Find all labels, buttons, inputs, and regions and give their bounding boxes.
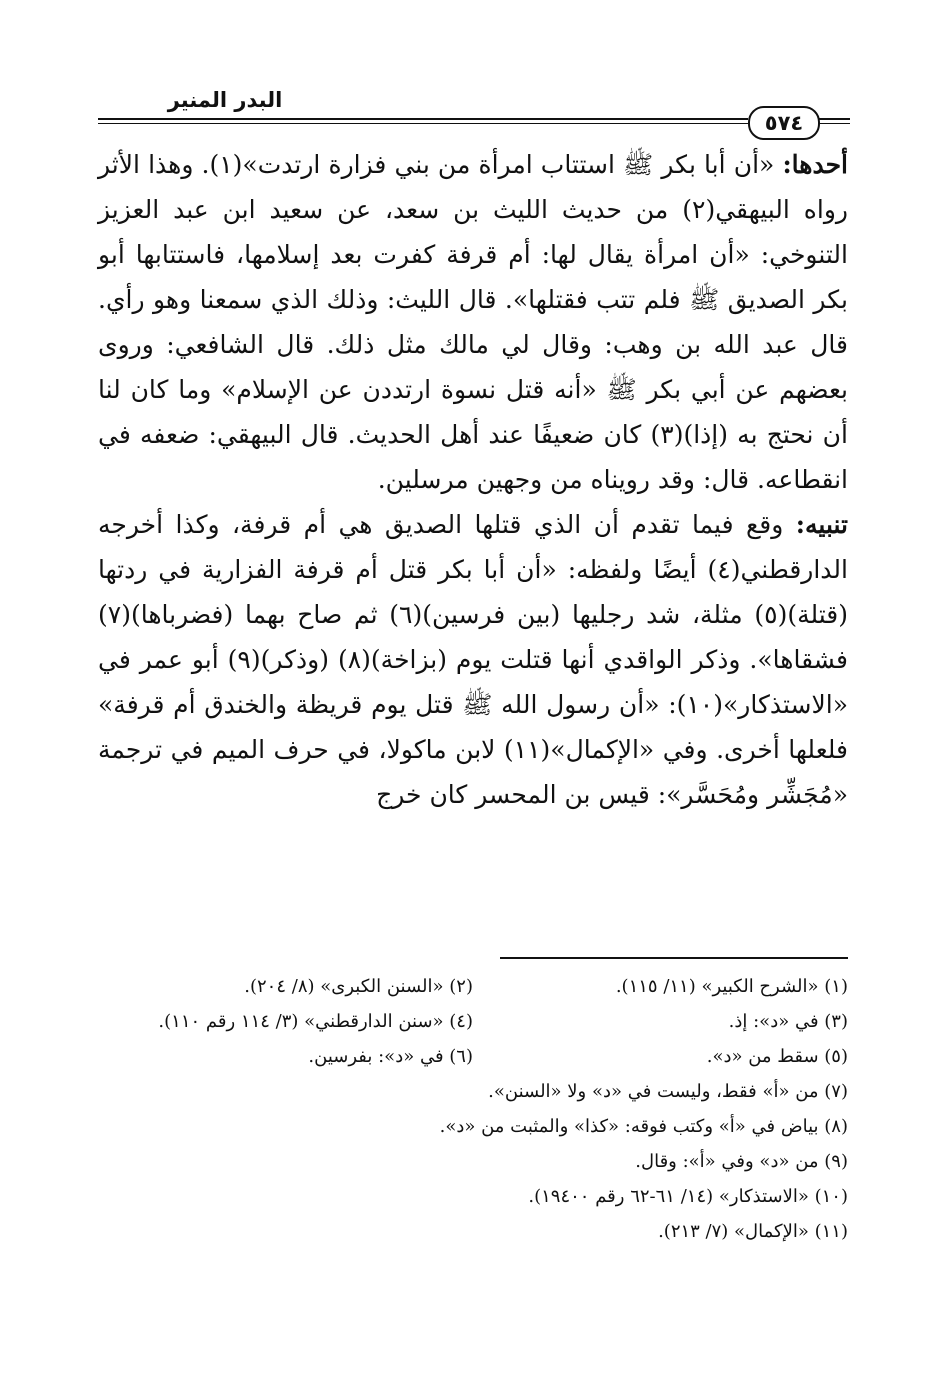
footnote-row [98, 1039, 848, 1074]
footnote: (١١) «الإكمال» (٧/ ٢١٣). [658, 1221, 848, 1242]
header-rule-thin [98, 123, 748, 124]
footnote: (٣) في «د»: إذ. [728, 1011, 848, 1032]
paragraph-lead: تنبيه: [795, 510, 848, 539]
footnote-row [98, 1004, 848, 1039]
footnote: (٧) من «أ» فقط، وليست في «د» ولا «السنن». [488, 1081, 848, 1102]
footnote-row [98, 969, 848, 1004]
page-number: ٥٧٤ [748, 106, 820, 140]
paragraph [98, 142, 848, 502]
header-rule [98, 118, 748, 120]
running-title: البدر المنير [167, 88, 283, 112]
footnote-separator [500, 957, 848, 959]
footnote: (٨) بياض في «أ» وكتب فوقه: «كذا» والمثبت من «د». [439, 1116, 848, 1137]
paragraph-lead: أحدها: [782, 150, 848, 179]
footnote: (٤) «سنن الدارقطني» (٣/ ١١٤ رقم ١١٠). [158, 1011, 473, 1032]
header-rule-right-thin [818, 123, 850, 124]
footnote: (٥) سقط من «د». [706, 1046, 848, 1067]
footnote: (٢) «السنن الكبرى» (٨/ ٢٠٤). [244, 976, 473, 997]
paragraph [98, 502, 848, 817]
footnote: (٦) في «د»: بفرسين. [308, 1046, 473, 1067]
footnote: (٩) من «د» وفي «أ»: وقال. [635, 1151, 848, 1172]
footnotes [98, 969, 848, 1249]
main-text [98, 142, 848, 817]
footnote: (١) «الشرح الكبير» (١١/ ١١٥). [615, 976, 848, 997]
paragraph-text: «أن أبا بكر ﷺ استتاب امرأة من بني فزارة ارتدت»(١). وهذا الأثر رواه البيهقي(٢) من حديث الليث بن سعد، عن سعيد ابن عبد العزيز التنوخي: «أن امرأة يقال لها: أم قرفة كفرت بعد إسلامها، فاستتابها أبو بكر الصديق ﷺ فلم تتب فقتلها». قال الليث: وذلك الذي سمعنا وهو رأي. قال عبد الله بن وهب: وقال لي مالك مثل ذلك. قال الشافعي: وروى بعضهم عن أبي بكر ﷺ «أنه قتل نسوة ارتددن عن الإسلام» وما كان لنا أن نحتج به (إذا)(٣) كان ضعيفًا عند أهل الحديث. قال البيهقي: ضعفه في انقطاعه. قال: وقد رويناه من وجهين مرسلين. [98, 150, 848, 494]
paragraph-text: وقع فيما تقدم أن الذي قتلها الصديق هي أم قرفة، وكذا أخرجه الدارقطني(٤) أيضًا ولفظه: «أن أبا بكر قتل أم قرفة الفزارية في ردتها (قتلة)(٥) مثلة، شد رجليها (بين فرسين)(٦) ثم صاح بهما (فضرباها)(٧) فشقاها». وذكر الواقدي أنها قتلت يوم (بزاخة)(٨) (وذكر)(٩) أبو عمر في «الاستذكار»(١٠): «أن رسول الله ﷺ قتل يوم قريظة والخندق أم قرفة» فلعلها أخرى. وفي «الإكمال»(١١) لابن ماكولا، في حرف الميم في ترجمة «مُجَشِّر ومُحَسَّر»: قيس بن المحسر كان خرج [98, 510, 848, 809]
footnote: (١٠) «الاستذكار» (١٤/ ٦١-٦٢ رقم ١٩٤٠٠). [528, 1186, 848, 1207]
header-rule-right [818, 118, 850, 120]
